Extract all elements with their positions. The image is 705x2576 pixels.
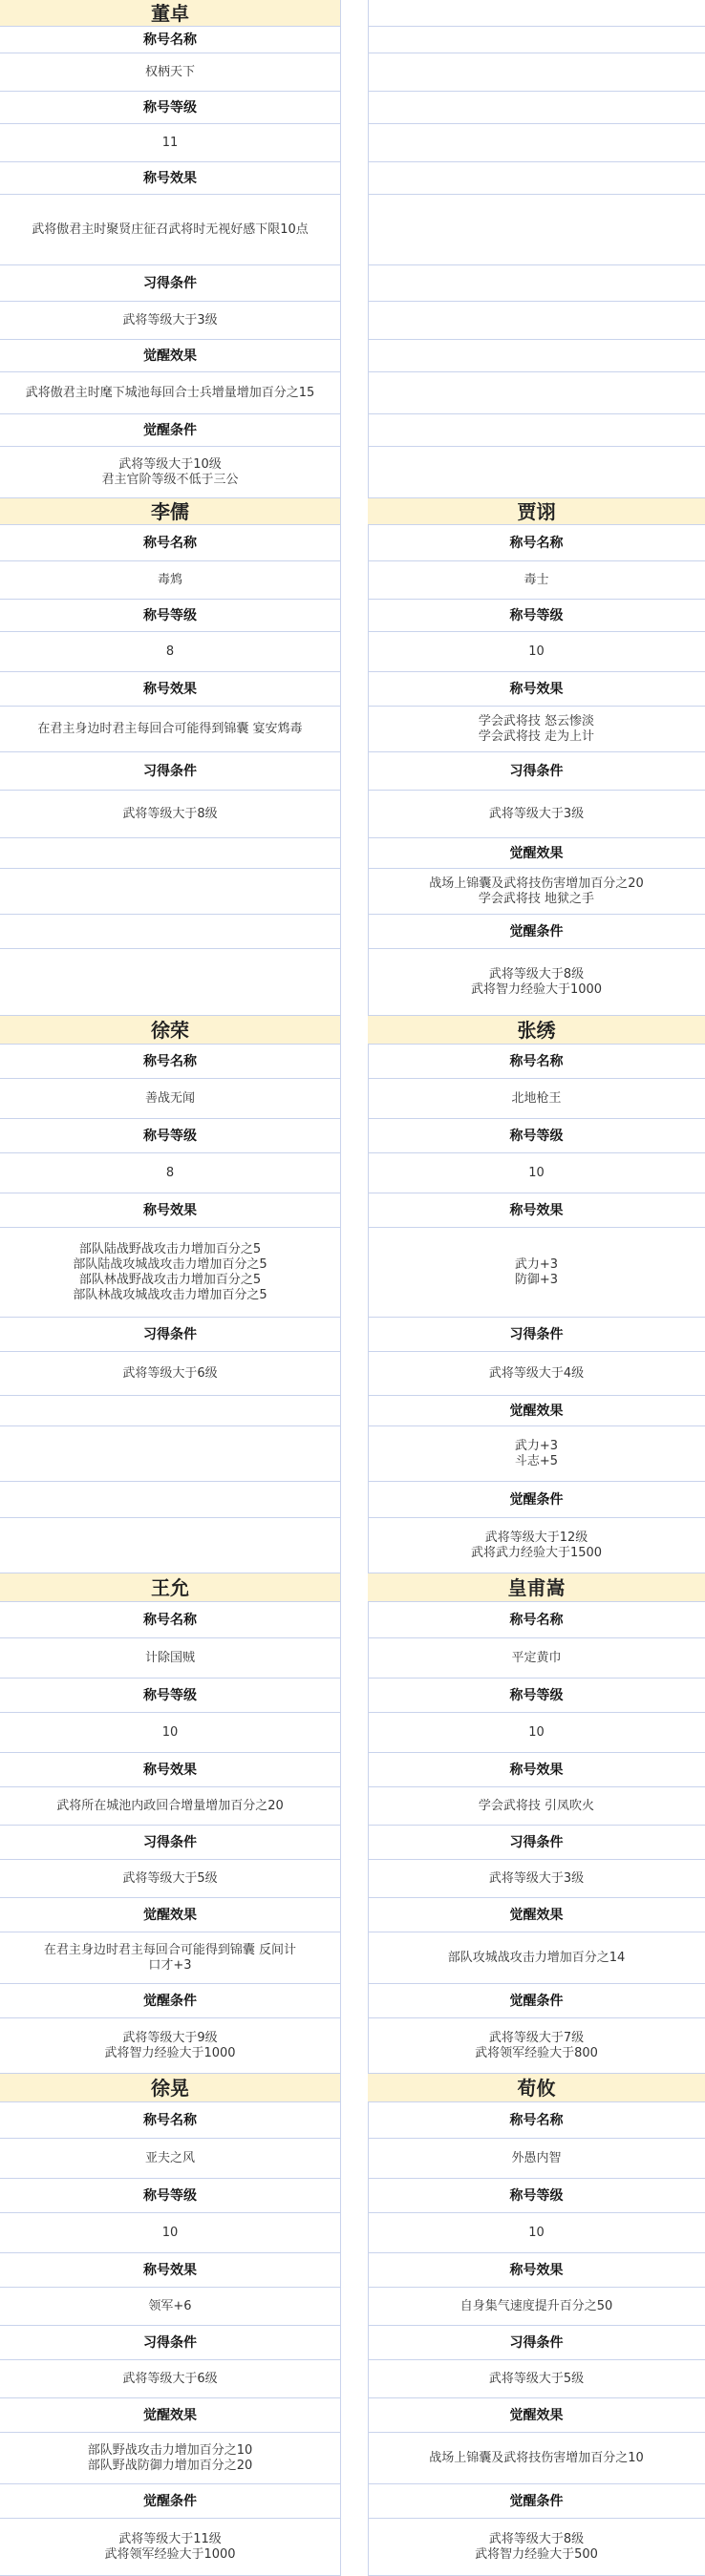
label-title-effect: 称号效果 (368, 1193, 705, 1228)
label-title-effect: 称号效果 (368, 2253, 705, 2288)
label-title-name: 称号名称 (368, 525, 705, 561)
general-name: 荀攸 (368, 2074, 705, 2102)
learn-condition-value: 武将等级大于6级 (0, 2360, 340, 2398)
learn-condition-value: 武将等级大于3级 (368, 791, 705, 838)
title-level-value: 10 (368, 1153, 705, 1193)
title-level-value: 10 (368, 632, 705, 672)
awaken-effect-value: 在君主身边时君主每回合可能得到锦囊 反间计 口才+3 (0, 1932, 340, 1984)
label-awaken-effect: 觉醒效果 (368, 1396, 705, 1426)
empty-cell (368, 340, 705, 372)
empty-cell (0, 869, 340, 915)
label-awaken-condition: 觉醒条件 (368, 2484, 705, 2519)
general-name: 董卓 (0, 0, 340, 27)
general-name: 徐荣 (0, 1016, 340, 1045)
awaken-effect-value: 武力+3 斗志+5 (368, 1426, 705, 1482)
title-level-value: 10 (368, 1713, 705, 1753)
awaken-condition-value: 武将等级大于8级 武将智力经验大于500 (368, 2519, 705, 2576)
title-effect-value: 武将所在城池内政回合增量增加百分之20 (0, 1787, 340, 1826)
general-name: 王允 (0, 1573, 340, 1602)
label-learn-condition: 习得条件 (0, 752, 340, 791)
awaken-effect-value: 战场上锦囊及武将技伤害增加百分之20 学会武将技 地狱之手 (368, 869, 705, 915)
label-learn-condition: 习得条件 (0, 1318, 340, 1352)
learn-condition-value: 武将等级大于6级 (0, 1352, 340, 1396)
awaken-condition-value: 武将等级大于7级 武将领军经验大于800 (368, 2018, 705, 2074)
label-title-effect: 称号效果 (0, 162, 340, 195)
empty-cell (368, 372, 705, 414)
empty-cell (368, 414, 705, 447)
label-title-level: 称号等级 (0, 2179, 340, 2213)
empty-cell (0, 1426, 340, 1482)
learn-condition-value: 武将等级大于3级 (0, 302, 340, 340)
general-name: 张绣 (368, 1016, 705, 1045)
empty-cell (368, 195, 705, 265)
label-awaken-condition: 觉醒条件 (368, 1482, 705, 1518)
label-learn-condition: 习得条件 (368, 752, 705, 791)
title-effect-value: 武将傲君主时聚贤庄征召武将时无视好感下限10点 (0, 195, 340, 265)
title-effect-value: 自身集气速度提升百分之50 (368, 2288, 705, 2326)
empty-cell (368, 265, 705, 302)
label-awaken-condition: 觉醒条件 (0, 2484, 340, 2519)
empty-cell (0, 949, 340, 1016)
title-name-value: 计除国贼 (0, 1638, 340, 1679)
label-title-name: 称号名称 (0, 1045, 340, 1079)
title-effect-value: 领军+6 (0, 2288, 340, 2326)
empty-cell (0, 1518, 340, 1573)
empty-cell (0, 838, 340, 869)
label-title-name: 称号名称 (0, 525, 340, 561)
title-level-value: 11 (0, 124, 340, 162)
label-title-effect: 称号效果 (0, 1193, 340, 1228)
label-title-name: 称号名称 (368, 2102, 705, 2139)
empty-cell (368, 53, 705, 92)
title-name-value: 平定黄巾 (368, 1638, 705, 1679)
empty-cell (368, 92, 705, 124)
learn-condition-value: 武将等级大于5级 (0, 1860, 340, 1898)
label-title-effect: 称号效果 (0, 1753, 340, 1787)
empty-cell (368, 162, 705, 195)
empty-cell (368, 0, 705, 27)
title-level-value: 8 (0, 632, 340, 672)
label-awaken-effect: 觉醒效果 (0, 340, 340, 372)
learn-condition-value: 武将等级大于3级 (368, 1860, 705, 1898)
label-awaken-effect: 觉醒效果 (368, 1898, 705, 1932)
label-title-level: 称号等级 (0, 1119, 340, 1153)
grid-line (340, 0, 341, 2576)
label-learn-condition: 习得条件 (0, 2326, 340, 2360)
title-level-value: 10 (0, 2213, 340, 2253)
empty-cell (0, 1482, 340, 1518)
label-title-name: 称号名称 (368, 1602, 705, 1638)
title-effect-value: 武力+3 防御+3 (368, 1228, 705, 1318)
awaken-condition-value: 武将等级大于10级 君主官阶等级不低于三公 (0, 447, 340, 498)
title-level-value: 10 (0, 1713, 340, 1753)
title-effect-value: 在君主身边时君主每回合可能得到锦囊 宴安鸩毒 (0, 707, 340, 752)
label-title-level: 称号等级 (368, 600, 705, 632)
awaken-condition-value: 武将等级大于11级 武将领军经验大于1000 (0, 2519, 340, 2576)
label-learn-condition: 习得条件 (0, 265, 340, 302)
label-title-level: 称号等级 (368, 2179, 705, 2213)
awaken-effect-value: 部队攻城战攻击力增加百分之14 (368, 1932, 705, 1984)
awaken-effect-value: 战场上锦囊及武将技伤害增加百分之10 (368, 2433, 705, 2484)
label-learn-condition: 习得条件 (368, 2326, 705, 2360)
awaken-condition-value: 武将等级大于12级 武将武力经验大于1500 (368, 1518, 705, 1573)
label-awaken-effect: 觉醒效果 (0, 1898, 340, 1932)
general-name: 皇甫嵩 (368, 1573, 705, 1602)
awaken-effect-value: 武将傲君主时麾下城池每回合士兵增量增加百分之15 (0, 372, 340, 414)
title-level-value: 8 (0, 1153, 340, 1193)
empty-cell (368, 124, 705, 162)
title-level-value: 10 (368, 2213, 705, 2253)
general-name: 贾诩 (368, 498, 705, 525)
label-awaken-effect: 觉醒效果 (0, 2398, 340, 2433)
label-awaken-effect: 觉醒效果 (368, 2398, 705, 2433)
label-learn-condition: 习得条件 (0, 1826, 340, 1860)
title-name-value: 毒鸩 (0, 561, 340, 600)
general-name: 徐晃 (0, 2074, 340, 2102)
label-title-effect: 称号效果 (0, 672, 340, 707)
label-title-level: 称号等级 (0, 600, 340, 632)
learn-condition-value: 武将等级大于8级 (0, 791, 340, 838)
title-name-value: 权柄天下 (0, 53, 340, 92)
label-title-level: 称号等级 (368, 1119, 705, 1153)
label-title-level: 称号等级 (0, 1679, 340, 1713)
empty-cell (368, 447, 705, 498)
title-name-value: 毒士 (368, 561, 705, 600)
label-title-effect: 称号效果 (368, 1753, 705, 1787)
title-effect-value: 学会武将技 引凤吹火 (368, 1787, 705, 1826)
title-name-value: 北地枪王 (368, 1079, 705, 1119)
general-name: 李儒 (0, 498, 340, 525)
learn-condition-value: 武将等级大于5级 (368, 2360, 705, 2398)
title-name-value: 亚夫之风 (0, 2139, 340, 2179)
empty-cell (368, 27, 705, 53)
label-awaken-effect: 觉醒效果 (368, 838, 705, 869)
label-learn-condition: 习得条件 (368, 1826, 705, 1860)
label-title-name: 称号名称 (0, 27, 340, 53)
label-awaken-condition: 觉醒条件 (0, 1984, 340, 2018)
label-title-name: 称号名称 (368, 1045, 705, 1079)
label-learn-condition: 习得条件 (368, 1318, 705, 1352)
label-title-effect: 称号效果 (0, 2253, 340, 2288)
label-title-effect: 称号效果 (368, 672, 705, 707)
title-name-value: 外愚内智 (368, 2139, 705, 2179)
label-awaken-condition: 觉醒条件 (368, 915, 705, 949)
label-title-name: 称号名称 (0, 2102, 340, 2139)
awaken-condition-value: 武将等级大于9级 武将智力经验大于1000 (0, 2018, 340, 2074)
title-effect-value: 学会武将技 怒云惨淡 学会武将技 走为上计 (368, 707, 705, 752)
label-awaken-condition: 觉醒条件 (368, 1984, 705, 2018)
awaken-effect-value: 部队野战攻击力增加百分之10 部队野战防御力增加百分之20 (0, 2433, 340, 2484)
learn-condition-value: 武将等级大于4级 (368, 1352, 705, 1396)
empty-cell (368, 302, 705, 340)
awaken-condition-value: 武将等级大于8级 武将智力经验大于1000 (368, 949, 705, 1016)
title-effect-value: 部队陆战野战攻击力增加百分之5 部队陆战攻城战攻击力增加百分之5 部队林战野战攻击力增加百分之5 部队林战攻城战攻击力增加百分之5 (0, 1228, 340, 1318)
title-name-value: 善战无闻 (0, 1079, 340, 1119)
label-title-name: 称号名称 (0, 1602, 340, 1638)
empty-cell (0, 1396, 340, 1426)
empty-cell (0, 915, 340, 949)
label-title-level: 称号等级 (0, 92, 340, 124)
label-awaken-condition: 觉醒条件 (0, 414, 340, 447)
label-title-level: 称号等级 (368, 1679, 705, 1713)
